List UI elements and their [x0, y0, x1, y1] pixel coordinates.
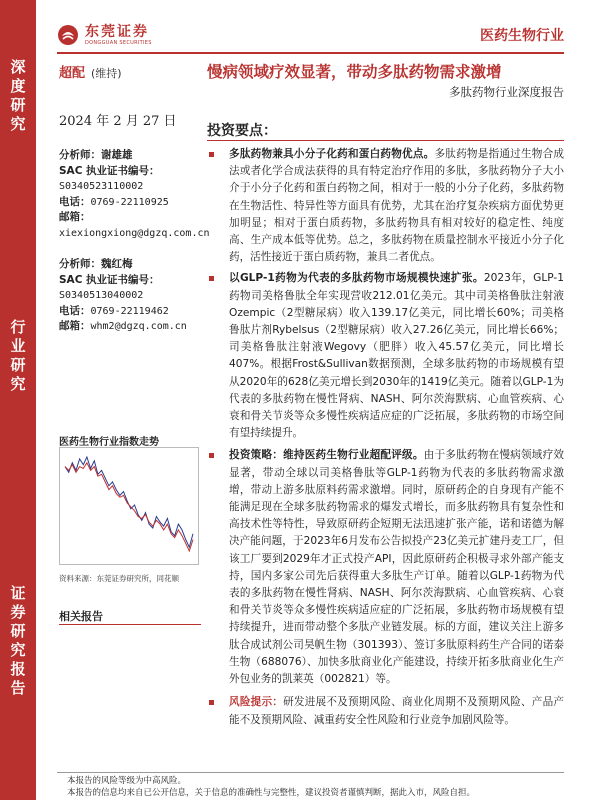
sac-number: S0340523110002: [59, 181, 144, 193]
sidebar-label-securities-report: [0, 584, 36, 698]
footer-line-source: 本报告的信息均来自已公开信息，关于信息的准确性与完整性，建议投资者谨慎判断，据此入市，风险自担。: [67, 788, 476, 798]
industry-label: 医药生物行业: [480, 28, 564, 44]
analyst-card: [59, 148, 210, 242]
section-divider: [207, 140, 564, 141]
sidebar-char: 深: [10, 58, 26, 76]
index-trend-chart: [59, 447, 199, 565]
sidebar-char: 研: [10, 356, 26, 374]
tel-number: 0769-22119462: [90, 305, 169, 317]
sidebar-char: 告: [10, 679, 26, 697]
sidebar-char: 报: [10, 660, 26, 678]
sidebar-label-deep-research: [0, 58, 36, 134]
header-divider: [57, 52, 564, 54]
report-headline: 慢病领域疗效显著，带动多肽药物需求激增: [207, 63, 502, 81]
analyst-name: 谢雄雄: [101, 149, 133, 161]
key-point: [207, 447, 564, 688]
logo-emblem-icon: [57, 24, 79, 46]
report-date: 2024 年 2 月 27 日: [59, 114, 177, 129]
tel-label: 电话：: [59, 195, 91, 208]
analyst-card: [59, 257, 204, 335]
analyst-name: 魏红梅: [101, 258, 133, 270]
analyst-name-label: 分析师：: [59, 149, 101, 161]
chart-series-line: [65, 457, 193, 547]
sac-number: S0340513040002: [59, 290, 144, 302]
section-title: 投资要点：: [207, 123, 277, 139]
company-logo: [57, 20, 152, 50]
key-point: [207, 270, 564, 442]
bullet-square-icon: [209, 152, 214, 157]
related-reports-title: 相关报告: [59, 610, 103, 623]
key-point-body: 研发进展不及预期风险、商业化周期不及预期风险、产品产能不及预期风险、减重药安全性风险和行业竞争加剧风险等。: [229, 696, 565, 726]
related-divider: [59, 624, 201, 625]
key-point-body: 多肽药物是指通过生物合成法或者化学合成法获得的具有特定治疗作用的多肽，多肽药物分子大小介于小分子化药和蛋白药物之间，相对于一般的小分子化药，多肽药物在生物活性、特异性等方面具有优势，尤其在治疗复杂疾病方面优势更加明显；相对于蛋白质药物，多肽药物具有相对较好的稳定性、纯度高、生产成本低等优势。总之，多肽药物在质量控制水平接近小分子化药，活性接近于蛋白质药物，兼具二者优点。: [229, 148, 565, 264]
key-point-lead: 多肽药物兼具小分子化药和蛋白药物优点。: [229, 148, 435, 160]
logo-en-text: DONGGUAN SECURITIES: [85, 39, 152, 46]
sidebar-char: 究: [10, 115, 26, 133]
risk-label: 风险提示：: [229, 696, 284, 709]
sidebar-char: 证: [10, 584, 26, 602]
sidebar-char: 券: [10, 603, 26, 621]
key-points-list: [207, 146, 564, 729]
key-point: [207, 694, 564, 728]
footer-line-risk: 本报告的风险等级为中高风险。: [67, 776, 187, 786]
chart-title: 医药生物行业指数走势: [59, 437, 159, 448]
footer-disclaimer: [67, 775, 567, 799]
sidebar-char: 行: [10, 318, 26, 336]
key-point-body: 由于多肽药物在慢病领域疗效显著，带动全球以司美格鲁肽等GLP-1药物为代表的多肽药物需求激增，带动上游多肽原料药需求激增。同时，原研药企的自身现有产能不能满足现在全球多肽药物需求的爆发式增长，而多肽药物具有复杂性和高技术性等特性，导致原研药企短期无法迅速扩张产能，诺和诺德为解决产能问题，于2023年6月发布公告拟投产23亿美元扩建丹麦工厂，但该工厂要到2029年才正式投产API，因此原研药企积极寻求外部产能支持，国内多家公司先后获得重大多肽生产订单。随着以GLP-1药物为代表的多肽药物在慢性肾病、NASH、阿尔茨海默病、心血管疾病、心衰和骨关节炎等众多慢性疾病适应症的广泛拓展，多肽药物市场规模有望持续提升，进而带动整个多肽产业链发展。标的方面，建议关注上游多肽合成试剂公司昊帆生物（301393）、签订多肽原料药生产合同的诺泰生物（688076）、加快多肽商业化产能建设，持续开拓多肽商业化生产外包业务的凯莱英（002821）等。: [229, 449, 565, 686]
sidebar-char: 业: [10, 337, 26, 355]
mail-label: 邮箱：: [59, 320, 91, 333]
chart-source: 资料来源：东莞证券研究所，同花顺: [59, 574, 179, 583]
sac-label: SAC 执业证书编号：: [59, 164, 160, 177]
bullet-square-icon: [209, 700, 214, 705]
key-point-lead: 以GLP-1药物为代表的多肽药物市场规模快速扩张。: [229, 272, 484, 285]
sidebar-char: 研: [10, 622, 26, 640]
sidebar-char: 究: [10, 641, 26, 659]
sac-label: SAC 执业证书编号：: [59, 273, 160, 286]
key-point-body: 2023年，GLP-1药物司美格鲁肽全年实现营收212.01亿美元。其中司美格鲁肽注射液Ozempic（2型糖尿病）收入139.17亿美元，同比增长60%；司美格鲁肽片剂Rybelsus（2型糖尿病）收入27.26亿美元，同比增长66%；司美格鲁肽注射液Wegovy（肥胖）收入45.57亿美元，同比增长407%。根据Frost&Sullivan数据预测，全球多肽药物的市场规模有望从2020年的628亿美元增长到2030年的1419亿美元。随着以GLP-1为代表的多肽药物在慢性肾病、NASH、阿尔茨海默病、心血管疾病、心衰和骨关节炎等众多慢性疾病适应症的广泛拓展，多肽药物的市场空间有望持续提升。: [229, 272, 564, 440]
sidebar-label-industry-research: [0, 318, 36, 394]
bullet-square-icon: [209, 276, 214, 281]
rating-note: (维持): [91, 67, 122, 80]
mail-address[interactable]: whm2@dgzq.com.cn: [90, 321, 187, 333]
footer-divider: [57, 772, 564, 773]
bullet-square-icon: [209, 453, 214, 458]
key-point-lead: 投资策略：维持医药生物行业超配评级。: [229, 449, 424, 462]
chart-series-line: [65, 463, 193, 551]
mail-address[interactable]: xiexiongxiong@dgzq.com.cn: [59, 227, 210, 239]
sidebar-char: 究: [10, 375, 26, 393]
tel-label: 电话：: [59, 304, 91, 317]
report-subtitle: 多肽药物行业深度报告: [449, 85, 564, 99]
mail-label: 邮箱：: [59, 211, 91, 224]
rating: [59, 62, 122, 81]
rating-value: 超配: [59, 66, 86, 81]
tel-number: 0769-22110925: [90, 196, 169, 208]
key-point: [207, 146, 564, 266]
chart-svg: [59, 447, 199, 565]
sidebar-char: 研: [10, 96, 26, 114]
logo-cn-text: 东莞证券: [85, 23, 149, 40]
analyst-name-label: 分析师：: [59, 258, 101, 270]
sidebar-char: 度: [10, 77, 26, 95]
